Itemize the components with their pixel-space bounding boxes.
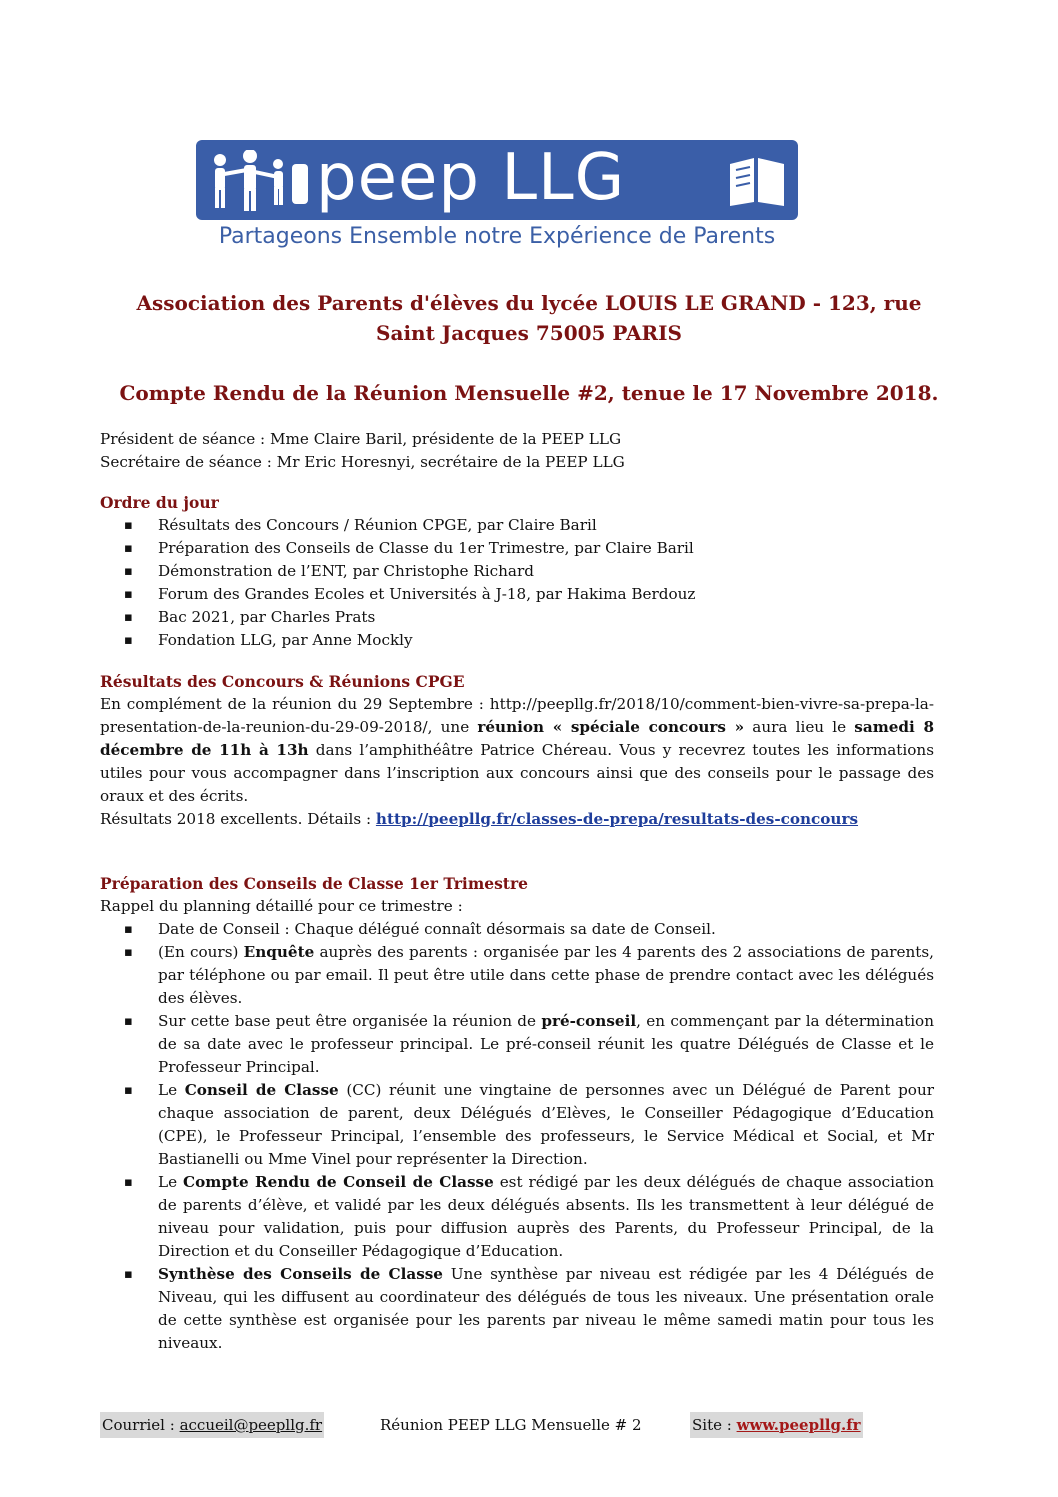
bullet-bold: Enquête [243, 943, 315, 961]
site-link[interactable]: www.peepllg.fr [736, 1416, 861, 1434]
peep-llg-logo [196, 140, 798, 260]
list-item: ▪ Bac 2021, par Charles Prats [120, 606, 934, 629]
reunion-speciale-text: réunion « spéciale concours » [477, 718, 745, 736]
bullet-bold: pré-conseil [541, 1012, 637, 1030]
bullet-bold: Synthèse des Conseils de Classe [158, 1265, 443, 1283]
ordre-du-jour-list [120, 514, 934, 652]
compte-rendu-title: Compte Rendu de la Réunion Mensuelle #2, tenue le 17 Novembre 2018. [119, 381, 939, 405]
preparation-list [120, 918, 934, 1355]
footer-site [690, 1412, 863, 1438]
list-item: ▪ Forum des Grandes Ecoles et Universités à J-18, par Hakima Berdouz [120, 583, 934, 606]
site-label: Site : [692, 1416, 737, 1434]
list-item [120, 1079, 934, 1171]
reunion-date-text: samedi 8 décembre de 11h à 13h [100, 718, 935, 759]
resultats-text: dans l’amphithéâtre Patrice Chéreau. Vous y recevrez toutes les informations utiles pour vous accompagner dans l’inscription aux concours ainsi que des conseils pour le passage des oraux et des écrits. [100, 741, 934, 805]
list-item: ▪ Fondation LLG, par Anne Mockly [120, 629, 934, 652]
list-item: ▪ Résultats des Concours / Réunion CPGE, par Claire Baril [120, 514, 934, 537]
bullet-text: , en commençant par la détermination de sa date avec le professeur principal. Le pré-conseil réunit les quatre Délégués de Classe et le Professeur Principal. [158, 1012, 934, 1076]
family-icon [206, 150, 316, 212]
list-item [120, 1010, 934, 1079]
footer-center-text: Réunion PEEP LLG Mensuelle # 2 [380, 1416, 642, 1434]
list-item [120, 1263, 934, 1355]
details-label: Résultats 2018 excellents. Détails : [100, 810, 376, 828]
preparation-heading: Préparation des Conseils de Classe 1er Trimestre [100, 874, 528, 893]
bullet-text: Le [158, 1173, 184, 1191]
resultats-details-line [100, 808, 934, 831]
page-footer [100, 1412, 934, 1438]
email-link[interactable]: accueil@peepllg.fr [179, 1416, 323, 1434]
logo-wordmark: peep LLG [316, 141, 626, 215]
president-line: Président de séance : Mme Claire Baril, présidente de la PEEP LLG [100, 430, 622, 448]
bullet-text: Une synthèse par niveau est rédigée par les 4 Délégués de Niveau, qui les diffusent au coordinateur des délégués de tous les niveaux. Une présentation orale de cette synthèse est organisée pour les parents par niveau le même samedi matin pour tous les niveaux. [158, 1265, 934, 1352]
association-line-2: Saint Jacques 75005 PARIS [376, 321, 682, 345]
resultats-text: aura lieu le [744, 718, 855, 736]
list-item [120, 941, 934, 1010]
resultats-text: En complément de la réunion du 29 Septembre : http://peepllg.fr/2018/10/comment-bien-vivre-sa-prepa-la-presentation-de-la-reunion-du-29-09-2018/, une [100, 695, 934, 736]
bullet-text: Date de Conseil : Chaque délégué connaît désormais sa date de Conseil. [158, 920, 716, 938]
association-line-1: Association des Parents d'élèves du lycée LOUIS LE GRAND - 123, rue [136, 291, 922, 315]
list-item [120, 1171, 934, 1263]
resultats-paragraph [100, 693, 934, 808]
list-item: ▪ Préparation des Conseils de Classe du 1er Trimestre, par Claire Baril [120, 537, 934, 560]
bullet-bold: Compte Rendu de Conseil de Classe [183, 1173, 494, 1191]
bullet-bold: Conseil de Classe [184, 1081, 339, 1099]
resultats-heading: Résultats des Concours & Réunions CPGE [100, 672, 465, 691]
ordre-du-jour-heading: Ordre du jour [100, 493, 219, 512]
bullet-text: (En cours) [158, 943, 244, 961]
preparation-intro: Rappel du planning détaillé pour ce trimestre : [100, 897, 463, 915]
bullet-text: (CC) réunit une vingtaine de personnes avec un Délégué de Parent pour chaque association de parent, deux Délégués d’Elèves, le Conseiller Pédagogique d’Education (CPE), le Professeur Principal, l’ensemble des professeurs, le Service Médical et Social, et Mr Bastianelli ou Mme Vinel pour représenter la Direction. [158, 1081, 934, 1168]
bullet-text: auprès des parents : organisée par les 4 parents des 2 associations de parents, par téléphone ou par email. Il peut être utile dans cette phase de prendre contact avec les délégués des élèves. [158, 943, 935, 1007]
footer-courriel [100, 1412, 324, 1438]
courriel-label: Courriel : [102, 1416, 180, 1434]
list-item: ▪ Démonstration de l’ENT, par Christophe Richard [120, 560, 934, 583]
bullet-text: Sur cette base peut être organisée la réunion de [158, 1012, 542, 1030]
bullet-text: Le [158, 1081, 185, 1099]
resultats-link[interactable]: http://peepllg.fr/classes-de-prepa/resultats-des-concours [375, 810, 859, 828]
bullet-text: est rédigé par les deux délégués de chaque association de parents d’élève, et validé par les deux délégués absents. Ils les transmettent à leur délégué de niveau pour validation, puis pour diffusion auprès des Parents, du Professeur Principal, de la Direction et du Conseiller Pédagogique d’Education. [158, 1173, 934, 1260]
list-item [120, 918, 934, 941]
logo-tagline: Partageons Ensemble notre Expérience de Parents [218, 224, 776, 249]
book-icon [726, 154, 788, 208]
secretaire-line: Secrétaire de séance : Mr Eric Horesnyi, secrétaire de la PEEP LLG [100, 453, 625, 471]
association-heading [100, 288, 958, 348]
